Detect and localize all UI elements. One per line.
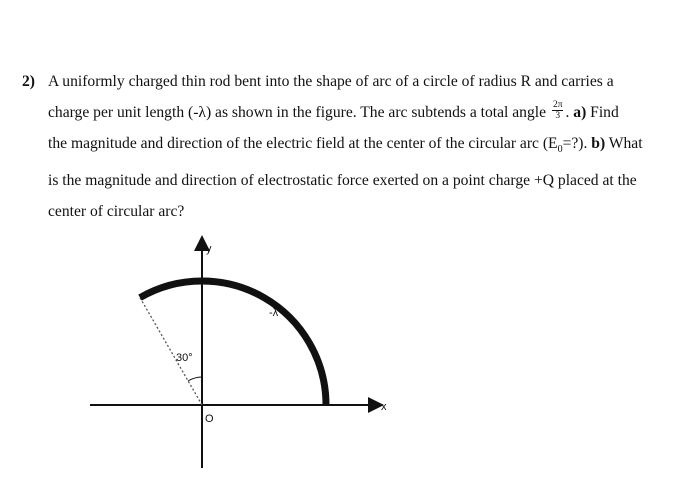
- y-axis-label: y: [206, 243, 212, 255]
- x-axis-label: x: [381, 401, 387, 413]
- line2-after: .: [565, 104, 574, 121]
- line5-text: center of circular arc?: [48, 203, 185, 221]
- angle-arc-mark: [188, 377, 202, 381]
- line2-end: Find: [586, 104, 619, 121]
- line3-end: What: [605, 135, 643, 152]
- charged-arc: [140, 281, 326, 405]
- line3-text: the magnitude and direction of the electric field at the center of the circular arc (E: [48, 135, 558, 152]
- part-b-label: b): [591, 135, 606, 152]
- line4-text: is the magnitude and direction of electrostatic force exerted on a point charge +Q placed at the: [48, 172, 637, 190]
- dotted-radius-line: [140, 298, 202, 405]
- angle-label: 30°: [176, 352, 193, 364]
- angle-denominator: 3: [555, 110, 561, 121]
- charge-label: -λ: [269, 307, 279, 319]
- part-a-label: a): [573, 104, 587, 121]
- line3-subscript: 0: [557, 144, 563, 156]
- line3-after: =?).: [562, 135, 592, 152]
- line2-text: charge per unit length (-λ) as shown in the figure. The arc subtends a total angle: [48, 104, 550, 121]
- problem-number: 2): [22, 73, 35, 90]
- line1-text: A uniformly charged thin rod bent into the shape of arc of a circle of radius R and carries a: [48, 73, 614, 90]
- angle-numerator: 2π: [552, 99, 563, 110]
- origin-label: O: [205, 413, 214, 425]
